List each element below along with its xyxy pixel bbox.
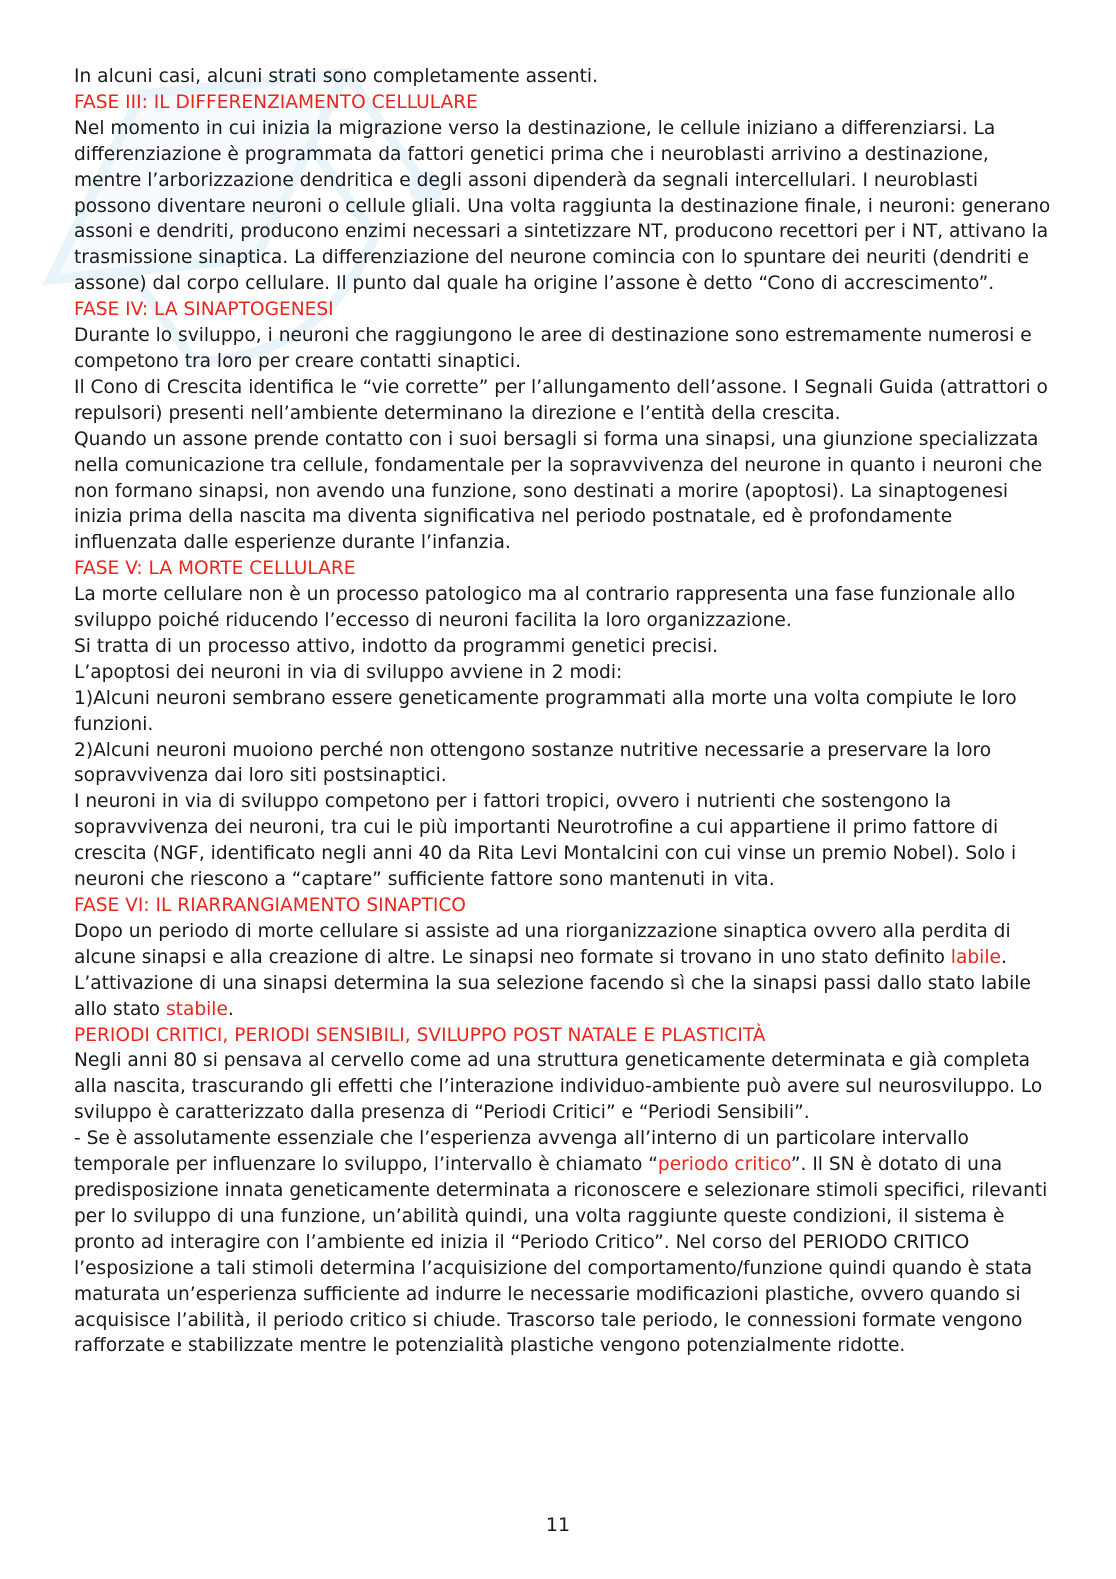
section-heading: FASE V: LA MORTE CELLULARE: [74, 558, 356, 580]
paragraph: Negli anni 80 si pensava al cervello come ad una struttura geneticamente determinata e già completa alla nascita, trascurando gli effetti che l’interazione individuo-ambiente può avere sul neurosviluppo. Lo sviluppo è caratterizzato dalla presenza di “Periodi Critici” e “Periodi Sensibili”.: [74, 1050, 1043, 1124]
text-run: ”. Il SN è dotato di una predisposizione innata geneticamente determinata a riconoscere e selezionare stimoli specifici, rilevanti per lo sviluppo di una funzione, un’abilità quindi, una volta raggiunte queste condizioni, il sistema è pronto ad interagire con l’ambiente ed inizia il “Periodo Critico”. Nel corso del PERIODO CRITICO l’esposizione a tali stimoli determina l’acquisizione del comportamento/funzione quindi quando è stata maturata un’esperienza sufficiente ad indurre le necessarie modificazioni plastiche, ovvero quando si acquisisce l’abilità, il periodo critico si chiude. Trascorso tale periodo, le connessioni formate vengono rafforzate e stabilizzate mentre le potenzialità plastiche vengono potenzialmente ridotte.: [74, 1154, 1048, 1357]
document-page: [74, 64, 1054, 1359]
paragraph: Nel momento in cui inizia la migrazione verso la destinazione, le cellule iniziano a differenziarsi. La differenziazione è programmata da fattori genetici prima che i neuroblasti arrivino a destinazione, mentre l’arborizzazione dendritica e degli assoni dipenderà da segnali intercellulari. I neuroblasti possono diventare neuroni o cellule gliali. Una volta raggiunta la destinazione finale, i neuroni: generano assoni e dendriti, producono enzimi necessari a sintetizzare NT, producono recettori per i NT, attivano la trasmissione sinaptica. La differenziazione del neurone comincia con lo spuntare dei neuriti (dendriti e assone) dal corpo cellulare. Il punto dal quale ha origine l’assone è detto “Cono di accrescimento”.: [74, 117, 1051, 295]
text-run: .: [227, 998, 234, 1020]
page-number: 11: [545, 1514, 571, 1536]
paragraph: Si tratta di un processo attivo, indotto da programmi genetici precisi.: [74, 635, 719, 657]
highlighted-term: stabile: [165, 998, 228, 1020]
paragraph: In alcuni casi, alcuni strati sono completamente assenti.: [74, 66, 598, 87]
paragraph: I neuroni in via di sviluppo competono per i fattori tropici, ovvero i nutrienti che sostengono la sopravvivenza dei neuroni, tra cui le più importanti Neurotrofine a cui appartiene il primo fattore di crescita (NGF, identificato negli anni 40 da Rita Levi Montalcini con cui vinse un premio Nobel). Solo i neuroni che riescono a “captare” sufficiente fattore sono mantenuti in vita.: [74, 791, 1017, 891]
section-heading: PERIODI CRITICI, PERIODI SENSIBILI, SVILUPPO POST NATALE E PLASTICITÀ: [74, 1024, 766, 1046]
list-item: 2)Alcuni neuroni muoiono perché non ottengono sostanze nutritive necessarie a preservare la loro sopravvivenza dai loro siti postsinaptici.: [74, 739, 992, 787]
section-heading: FASE III: IL DIFFERENZIAMENTO CELLULARE: [74, 91, 478, 113]
text-run: - Se è assolutamente essenziale che l’esperienza avvenga all’interno di un particolare intervallo temporale per influenzare lo sviluppo, l’intervallo è chiamato “: [74, 1128, 969, 1176]
paragraph: [74, 919, 1054, 1023]
highlighted-term: periodo critico: [657, 1154, 791, 1176]
paragraph: Quando un assone prende contatto con i suoi bersagli si forma una sinapsi, una giunzione specializzata nella comunicazione tra cellule, fondamentale per la sopravvivenza del neurone in quanto i neuroni che non formano sinapsi, non avendo una funzione, sono destinati a morire (apoptosi). La sinaptogenesi inizia prima della nascita ma diventa significativa nel periodo postnatale, ed è profondamente influenzata dalle esperienze durante l’infanzia.: [74, 428, 1043, 554]
paragraph: La morte cellulare non è un processo patologico ma al contrario rappresenta una fase funzionale allo sviluppo poiché riducendo l’eccesso di neuroni facilita la loro organizzazione.: [74, 584, 1016, 632]
highlighted-term: labile: [950, 946, 1001, 968]
list-item: 1)Alcuni neuroni sembrano essere geneticamente programmati alla morte una volta compiute le loro funzioni.: [74, 687, 1017, 735]
text-run: . L’attivazione di una sinapsi determina la sua selezione facendo sì che la sinapsi passi dallo stato labile allo stato: [74, 946, 1031, 1020]
paragraph: Il Cono di Crescita identifica le “vie corrette” per l’allungamento dell’assone. I Segnali Guida (attrattori o repulsori) presenti nell’ambiente determinano la direzione e l’entità della crescita.: [74, 376, 1048, 424]
section-heading: FASE VI: IL RIARRANGIAMENTO SINAPTICO: [74, 895, 466, 916]
paragraph: L’apoptosi dei neuroni in via di sviluppo avviene in 2 modi:: [74, 661, 623, 683]
section-heading: FASE IV: LA SINAPTOGENESI: [74, 299, 334, 321]
paragraph: Durante lo sviluppo, i neuroni che raggiungono le aree di destinazione sono estremamente numerosi e competono tra loro per creare contatti sinaptici.: [74, 325, 1032, 372]
paragraph: [74, 1126, 1054, 1359]
text-run: Dopo un periodo di morte cellulare si assiste ad una riorganizzazione sinaptica ovvero alla perdita di alcune sinapsi e alla creazione di altre. Le sinapsi neo formate si trovano in uno stato definito: [74, 920, 1011, 968]
